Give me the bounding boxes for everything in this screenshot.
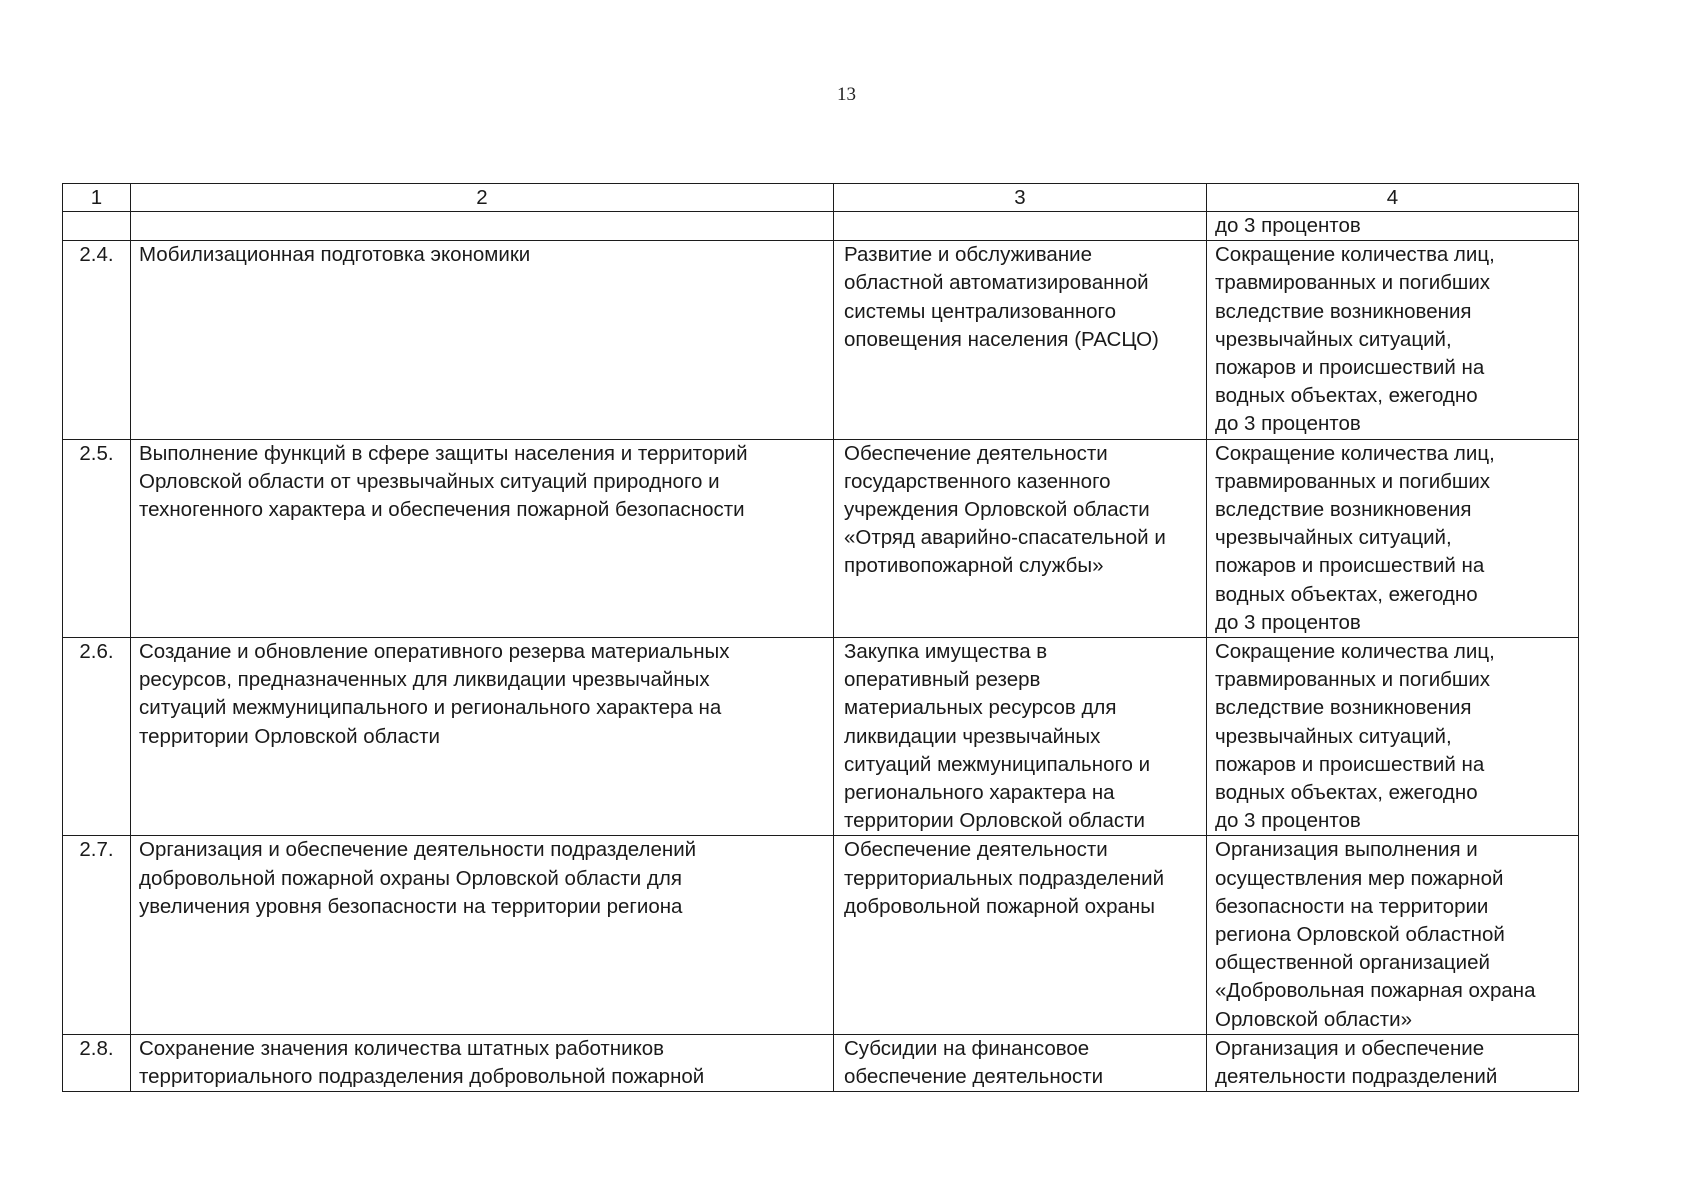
row-number: 2.6. [63, 638, 131, 836]
continuation-num-cell [63, 212, 131, 241]
row-result-cell [1207, 836, 1579, 1034]
row-result: Сокращение количества лиц, травмированных и погибших вследствие возникновения чрезвычайных ситуаций, пожаров и происшествий на водных объектах, ежегодно до 3 процентов [1215, 243, 1495, 436]
row-measure: Развитие и обслуживание областной автоматизированной системы централизованного оповещения населения (РАСЦО) [844, 243, 1159, 351]
row-title: Мобилизационная подготовка экономики [139, 243, 531, 267]
row-result: Организация и обеспечение деятельности подразделений [1215, 1036, 1498, 1089]
row-measure-cell [834, 439, 1207, 637]
row-title: Сохранение значения количества штатных работников территориального подразделения добровольной пожарной [139, 1036, 705, 1089]
row-result-cell [1207, 439, 1579, 637]
row-number: 2.5. [63, 439, 131, 637]
continuation-title-cell [131, 212, 834, 241]
row-title-cell [131, 439, 834, 637]
row-title-cell [131, 638, 834, 836]
program-measures-table [62, 183, 1579, 1092]
row-measure: Субсидии на финансовое обеспечение деятельности [844, 1036, 1104, 1089]
row-title-cell [131, 836, 834, 1034]
row-title: Выполнение функций в сфере защиты населения и территорий Орловской области от чрезвычайных ситуаций природного и техногенного характера и обеспечения пожарной безопасности [139, 441, 748, 522]
row-measure-cell [834, 241, 1207, 439]
row-measure: Закупка имущества в оперативный резерв материальных ресурсов для ликвидации чрезвычайных ситуаций межмуниципального и регионального характера на территории Орловской области [844, 640, 1151, 833]
header-col-2: 2 [131, 184, 834, 212]
table-row [63, 1034, 1579, 1091]
header-col-4: 4 [1207, 184, 1579, 212]
row-measure-cell [834, 1034, 1207, 1091]
row-result-cell [1207, 1034, 1579, 1091]
continuation-row [63, 212, 1579, 241]
row-result: Сокращение количества лиц, травмированных и погибших вследствие возникновения чрезвычайных ситуаций, пожаров и происшествий на водных объектах, ежегодно до 3 процентов [1215, 441, 1495, 634]
row-number: 2.7. [63, 836, 131, 1034]
header-col-1: 1 [63, 184, 131, 212]
row-measure-cell [834, 638, 1207, 836]
row-title: Создание и обновление оперативного резерва материальных ресурсов, предназначенных для ликвидации чрезвычайных ситуаций межмуниципального и регионального характера на территории Орловской области [139, 640, 730, 748]
row-title-cell [131, 1034, 834, 1091]
table-row [63, 638, 1579, 836]
continuation-result-cell [1207, 212, 1579, 241]
table-row [63, 836, 1579, 1034]
row-title-cell [131, 241, 834, 439]
row-result-cell [1207, 241, 1579, 439]
header-col-3: 3 [834, 184, 1207, 212]
table-header-row [63, 184, 1579, 212]
row-result: Организация выполнения и осуществления мер пожарной безопасности на территории региона Орловской областной общественной организацией «Добровольная пожарная охрана Орловской области» [1215, 838, 1536, 1031]
row-measure-cell [834, 836, 1207, 1034]
row-number: 2.4. [63, 241, 131, 439]
row-measure: Обеспечение деятельности государственного казенного учреждения Орловской области «Отряд аварийно-спасательной и противопожарной службы» [844, 441, 1166, 578]
continuation-measure-cell [834, 212, 1207, 241]
row-number: 2.8. [63, 1034, 131, 1091]
row-measure: Обеспечение деятельности территориальных подразделений добровольной пожарной охраны [844, 838, 1165, 918]
page-number: 13 [837, 84, 856, 105]
row-title: Организация и обеспечение деятельности подразделений добровольной пожарной охраны Орловской области для увеличения уровня безопасности на территории региона [139, 838, 697, 918]
table-row [63, 241, 1579, 439]
continuation-result-text: до 3 процентов [1215, 214, 1361, 237]
row-result-cell [1207, 638, 1579, 836]
table-row [63, 439, 1579, 637]
row-result: Сокращение количества лиц, травмированных и погибших вследствие возникновения чрезвычайных ситуаций, пожаров и происшествий на водных объектах, ежегодно до 3 процентов [1215, 640, 1495, 833]
